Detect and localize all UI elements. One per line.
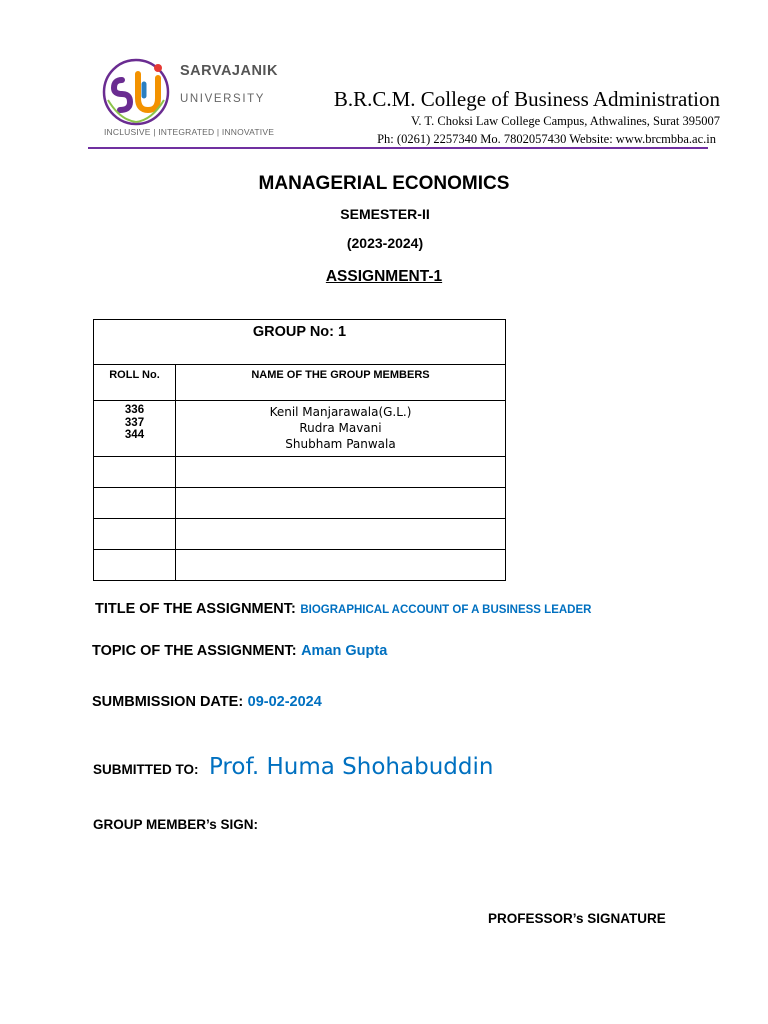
assignment-topic-value: Aman Gupta bbox=[301, 643, 388, 659]
submitted-to-label: SUBMITTED TO: bbox=[93, 762, 199, 777]
empty-table-row bbox=[94, 488, 506, 519]
submitted-to-value: Prof. Huma Shohabuddin bbox=[208, 754, 494, 780]
semester-label: SEMESTER-II bbox=[340, 206, 430, 222]
roll-number: 344 bbox=[124, 429, 145, 441]
logo-university-subtitle: UNIVERSITY bbox=[180, 93, 266, 105]
college-contact: Ph: (0261) 2257340 Mo. 7802057430 Website: www.brcmbba.ac.in bbox=[377, 132, 716, 146]
logo-tagline: INCLUSIVE | INTEGRATED | INNOVATIVE bbox=[104, 127, 275, 137]
academic-year: (2023-2024) bbox=[346, 235, 424, 251]
assignment-heading: ASSIGNMENT-1 bbox=[325, 268, 443, 285]
roll-numbers-cell bbox=[94, 401, 176, 457]
assignment-title-label: TITLE OF THE ASSIGNMENT: bbox=[95, 601, 296, 617]
empty-table-row bbox=[94, 457, 506, 488]
member-name: Rudra Mavani bbox=[299, 421, 382, 435]
assignment-title-row bbox=[95, 600, 591, 618]
college-address: V. T. Choksi Law College Campus, Athwalines, Surat 395007 bbox=[410, 114, 720, 128]
group-member-sign-label: GROUP MEMBER’s SIGN: bbox=[93, 817, 259, 832]
roll-number: 337 bbox=[124, 416, 145, 429]
empty-table-row bbox=[94, 550, 506, 581]
submission-date-label: SUMBMISSION DATE: bbox=[92, 694, 244, 710]
header-divider bbox=[88, 147, 708, 149]
table-row bbox=[94, 401, 506, 457]
assignment-title-value: BIOGRAPHICAL ACCOUNT OF A BUSINESS LEADER bbox=[300, 604, 592, 616]
professor-signature-label: PROFESSOR’s SIGNATURE bbox=[488, 911, 666, 926]
group-number: GROUP No: 1 bbox=[94, 320, 506, 365]
submitted-to-row bbox=[93, 754, 493, 780]
logo-university-name: SARVAJANIK bbox=[180, 63, 278, 79]
sarvajanik-emblem-icon bbox=[100, 56, 180, 128]
member-names-header: NAME OF THE GROUP MEMBERS bbox=[176, 365, 506, 401]
group-members-table bbox=[93, 319, 506, 581]
subject-title: MANAGERIAL ECONOMICS bbox=[258, 173, 510, 194]
roll-number: 336 bbox=[124, 404, 145, 416]
college-name: B.R.C.M. College of Business Administration bbox=[333, 87, 720, 111]
member-name: Kenil Manjarawala(G.L.) bbox=[269, 405, 412, 419]
submission-date-row bbox=[92, 693, 322, 711]
member-names-cell bbox=[176, 401, 506, 457]
member-name: Shubham Panwala bbox=[285, 437, 396, 451]
assignment-topic-row bbox=[92, 642, 387, 660]
assignment-topic-label: TOPIC OF THE ASSIGNMENT: bbox=[92, 643, 297, 659]
empty-table-row bbox=[94, 519, 506, 550]
submission-date-value: 09-02-2024 bbox=[247, 694, 322, 710]
roll-no-header: ROLL No. bbox=[94, 365, 176, 401]
